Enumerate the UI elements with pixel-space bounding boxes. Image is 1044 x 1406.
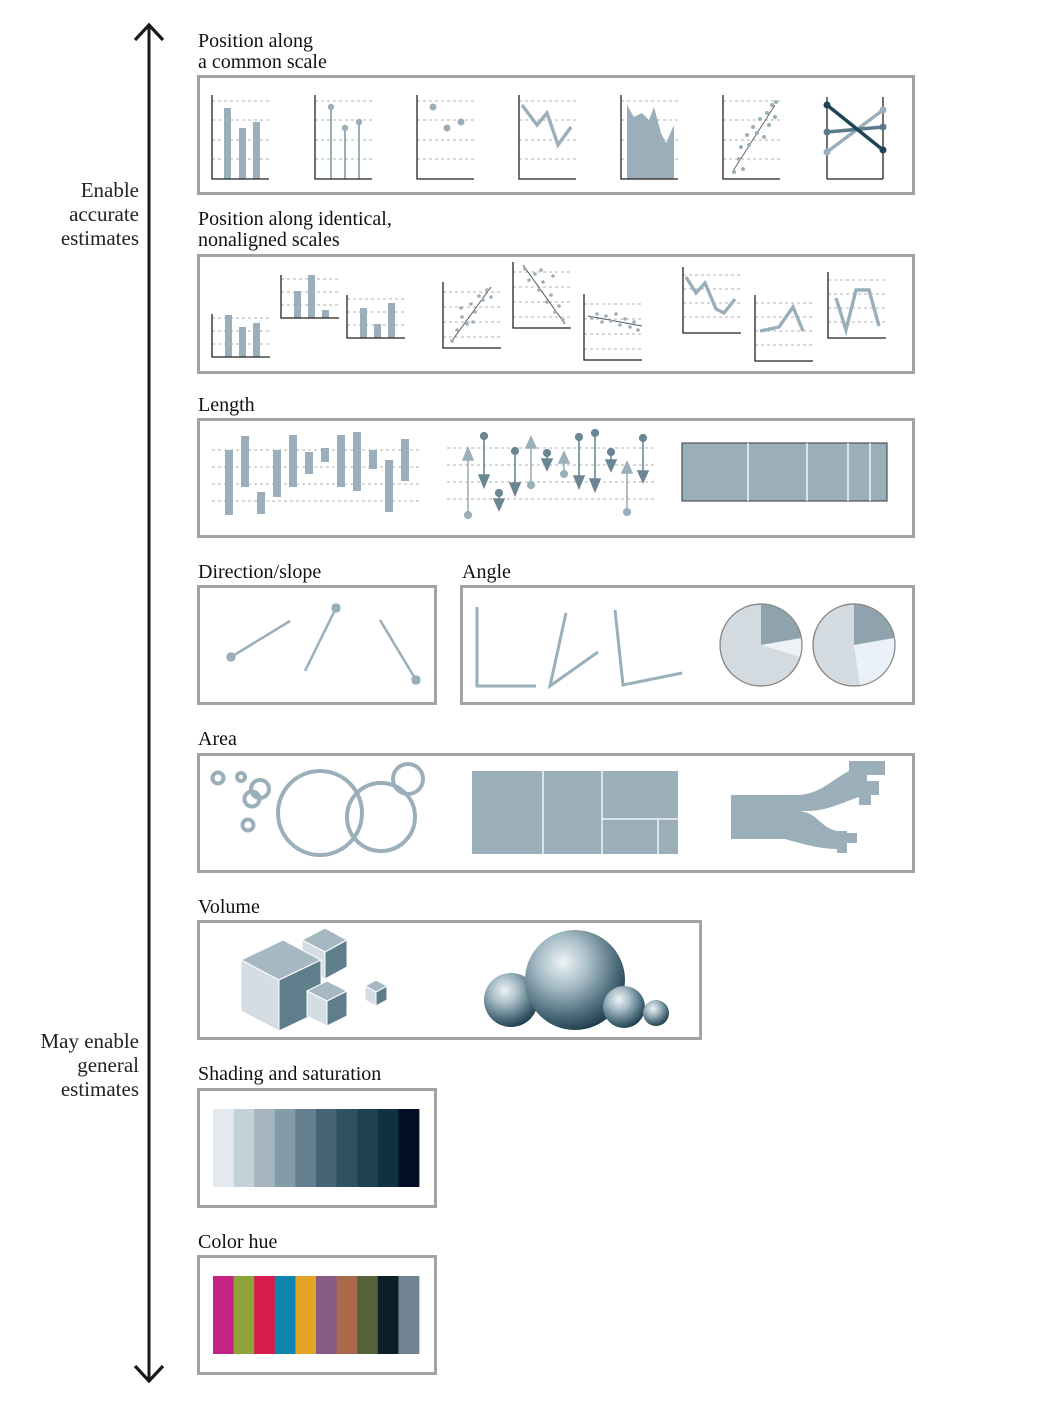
axis-top-line-1: Enable [80, 178, 139, 202]
shade-swatch-1 [213, 1109, 234, 1187]
panel-volume [197, 920, 702, 1040]
shading-swatches [213, 1109, 419, 1187]
title-position-nonaligned-line-1: Position along identical, [198, 208, 392, 230]
general-estimates-label [40, 1029, 139, 1101]
shade-swatch-4 [275, 1109, 296, 1187]
title-shading: Shading and saturation [198, 1063, 382, 1085]
hue-swatch-8 [357, 1276, 378, 1354]
panel-frame [199, 256, 914, 373]
hue-swatch-2 [234, 1276, 255, 1354]
title-hue: Color hue [198, 1231, 278, 1253]
panel-position-common [197, 75, 915, 195]
shade-swatch-6 [316, 1109, 337, 1187]
panel-area [197, 753, 915, 873]
hue-swatch-4 [275, 1276, 296, 1354]
title-position-common [198, 31, 327, 73]
pie-chart-2 [813, 604, 895, 686]
shade-swatch-10 [398, 1109, 419, 1187]
title-angle: Angle [462, 561, 511, 583]
panel-hue [197, 1255, 437, 1375]
title-position-common-line-1: Position along [198, 30, 314, 52]
stacked-length-bar [682, 443, 887, 501]
shade-swatch-3 [254, 1109, 275, 1187]
title-area: Area [198, 728, 237, 750]
hue-swatches [213, 1276, 419, 1354]
hue-swatch-1 [213, 1276, 234, 1354]
hue-swatch-5 [295, 1276, 316, 1354]
shade-swatch-9 [378, 1109, 399, 1187]
shade-swatch-2 [234, 1109, 255, 1187]
treemap [472, 771, 678, 854]
hue-swatch-3 [254, 1276, 275, 1354]
title-position-nonaligned-line-2: nonaligned scales [198, 229, 340, 251]
accurate-estimates-label [61, 178, 139, 250]
shade-swatch-7 [337, 1109, 358, 1187]
hue-swatch-9 [378, 1276, 399, 1354]
pie-chart-1 [720, 604, 802, 686]
axis-top-line-3: estimates [60, 226, 139, 250]
axis-bottom-line-1: May enable [40, 1029, 139, 1053]
hue-swatch-10 [398, 1276, 419, 1354]
panel-position-nonaligned [197, 254, 915, 374]
title-volume: Volume [198, 896, 260, 918]
hue-swatch-6 [316, 1276, 337, 1354]
axis-top-line-2: accurate [69, 202, 139, 226]
panel-direction [197, 585, 437, 705]
shade-swatch-8 [357, 1109, 378, 1187]
panel-angle [460, 585, 915, 705]
axis-bottom-line-3: estimates [60, 1077, 139, 1101]
panel-shading [197, 1088, 437, 1208]
shade-swatch-5 [295, 1109, 316, 1187]
title-position-common-line-2: a common scale [198, 51, 327, 73]
title-length: Length [198, 394, 255, 416]
axis-bottom-line-2: general [77, 1053, 139, 1077]
title-position-nonaligned [198, 209, 392, 251]
hue-swatch-7 [337, 1276, 358, 1354]
title-direction: Direction/slope [198, 561, 322, 583]
panel-length [197, 418, 915, 538]
